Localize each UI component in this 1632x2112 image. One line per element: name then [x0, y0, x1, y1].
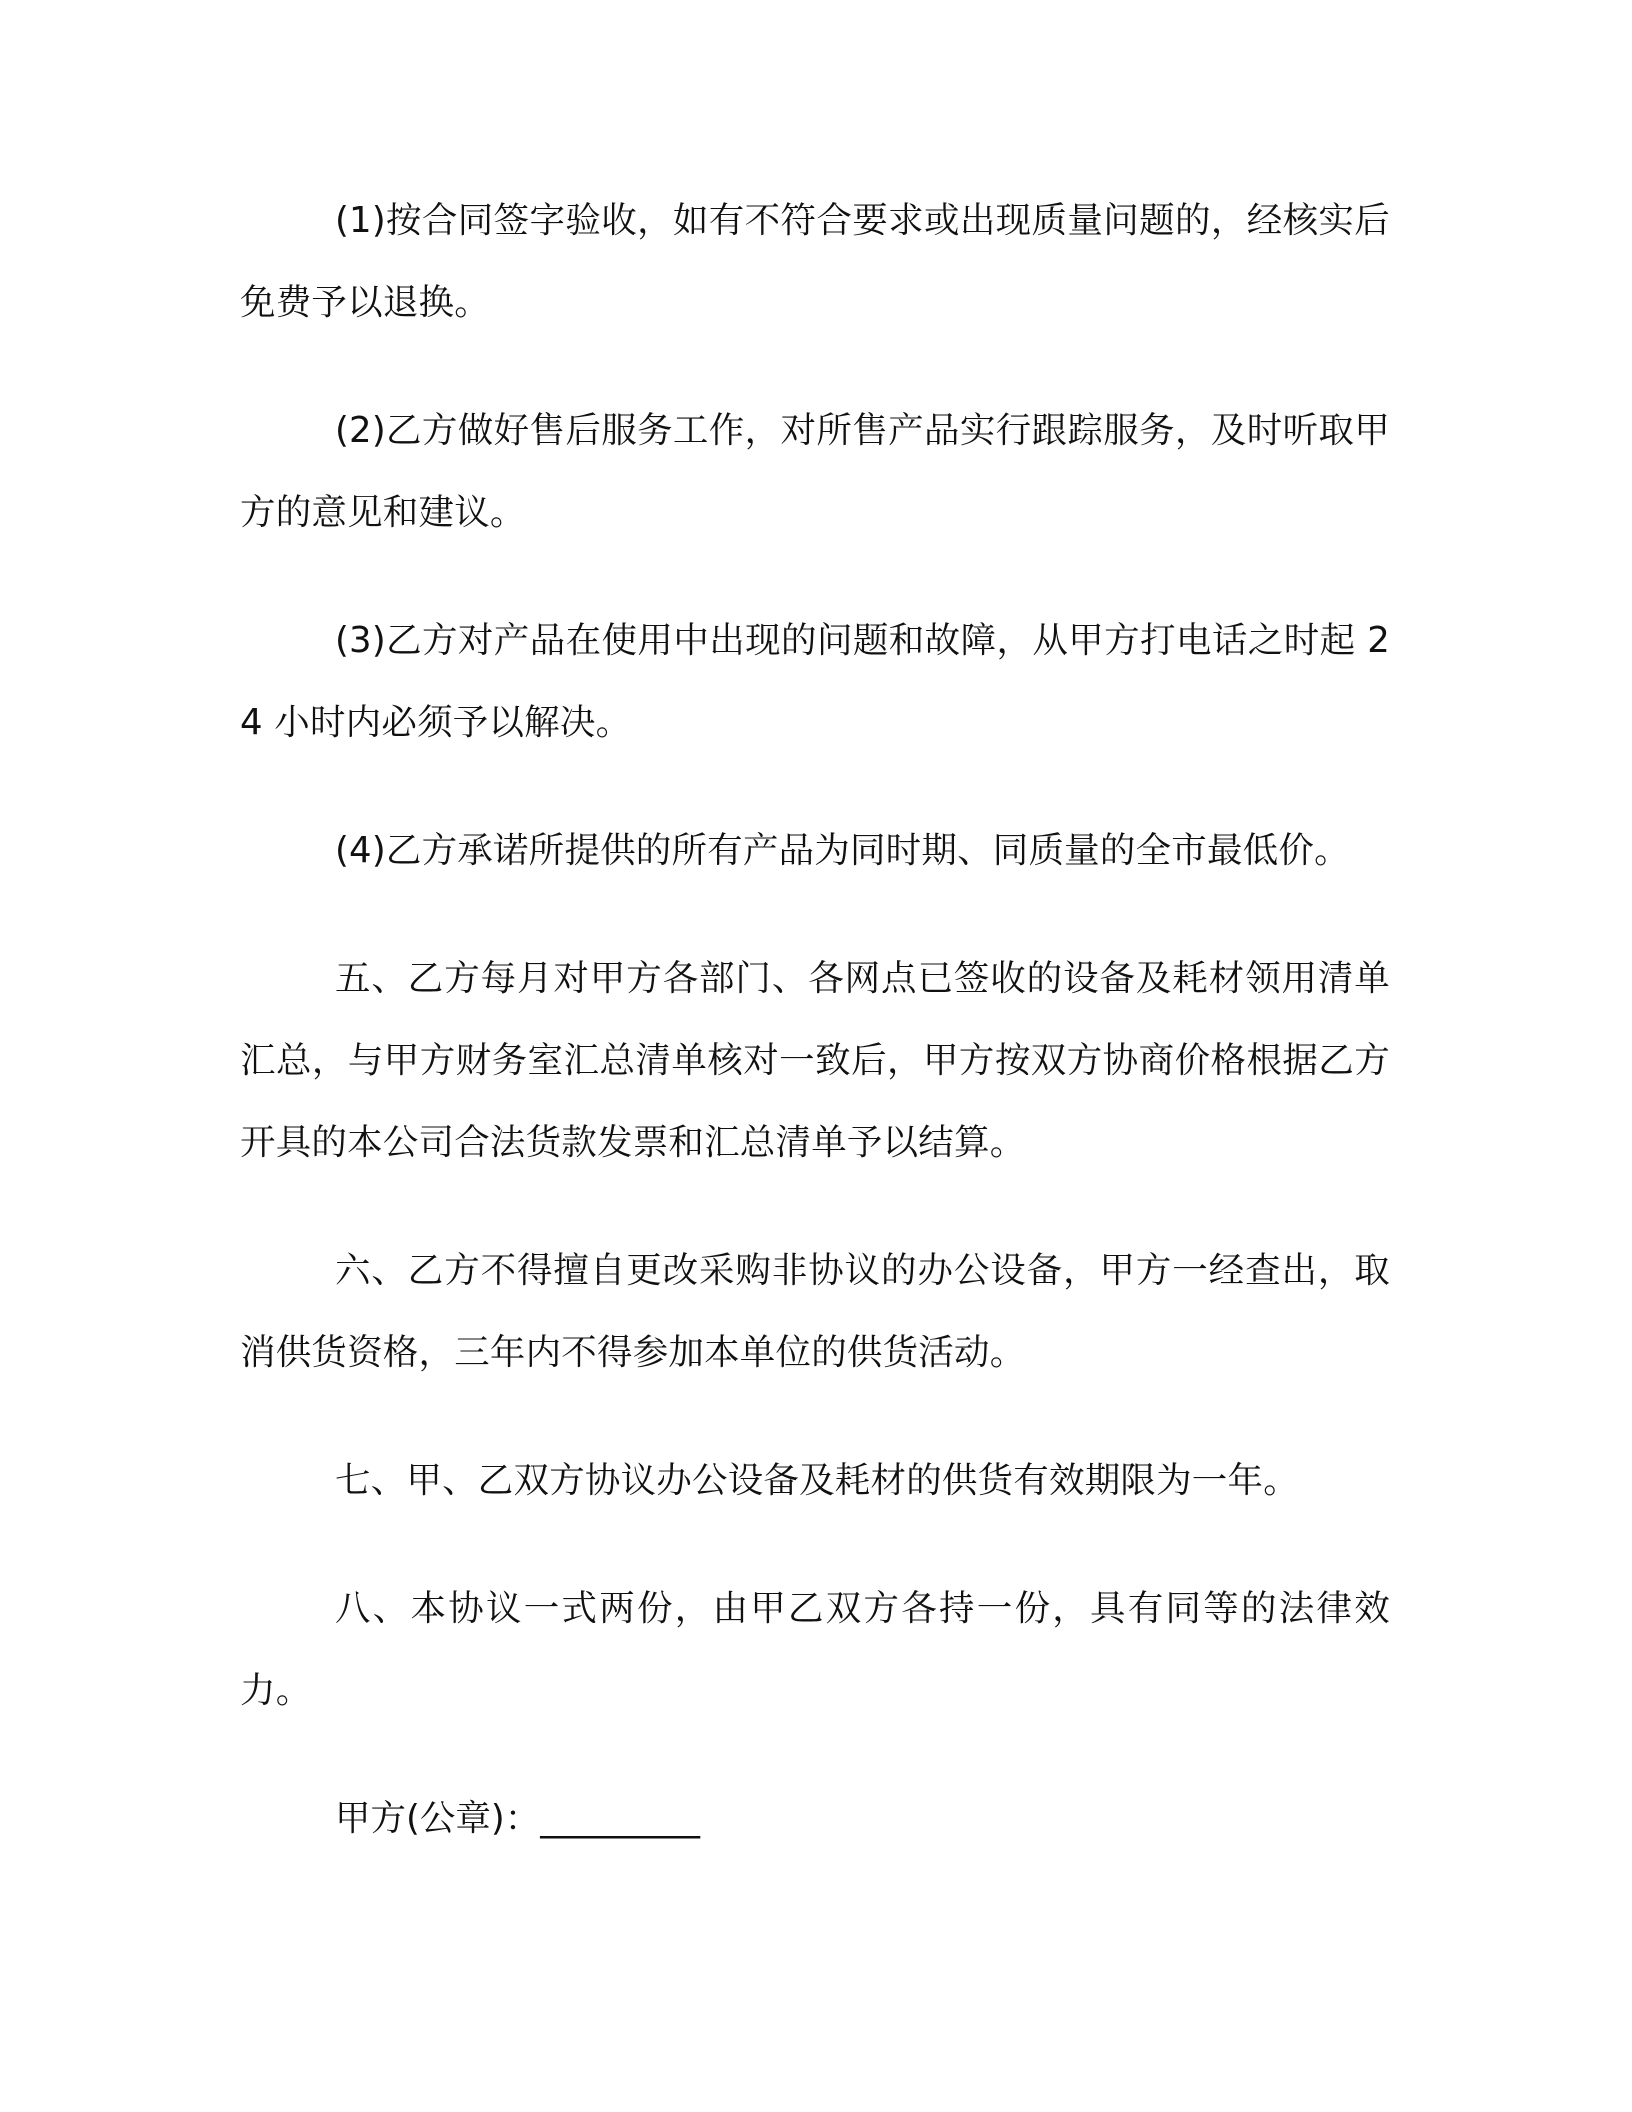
clause-3-fault-response: (3)乙方对产品在使用中出现的问题和故障，从甲方打电话之时起 24 小时内必须予以解决。	[240, 620, 1390, 743]
clause-7-validity-period: 七、甲、乙双方协议办公设备及耗材的供货有效期限为一年。	[335, 1460, 1299, 1501]
clause-4-lowest-price: (4)乙方承诺所提供的所有产品为同时期、同质量的全市最低价。	[335, 830, 1350, 871]
clause-8-copies: 八、本协议一式两份，由甲乙双方各持一份，具有同等的法律效力。	[240, 1588, 1390, 1711]
clause-1-acceptance: (1)按合同签字验收，如有不符合要求或出现质量问题的，经核实后免费予以退换。	[240, 200, 1390, 323]
document-page	[240, 180, 1390, 1860]
clause-5-settlement: 五、乙方每月对甲方各部门、各网点已签收的设备及耗材领用清单汇总，与甲方财务室汇总清单核对一致后，甲方按双方协商价格根据乙方开具的本公司合法货款发票和汇总清单予以结算。	[240, 958, 1390, 1163]
party-a-seal-line: 甲方(公章)：_________	[335, 1798, 700, 1839]
clause-2-after-sales: (2)乙方做好售后服务工作，对所售产品实行跟踪服务，及时听取甲方的意见和建议。	[240, 410, 1390, 533]
clause-6-unauthorized-purchase: 六、乙方不得擅自更改采购非协议的办公设备，甲方一经查出，取消供货资格，三年内不得参加本单位的供货活动。	[240, 1250, 1390, 1373]
